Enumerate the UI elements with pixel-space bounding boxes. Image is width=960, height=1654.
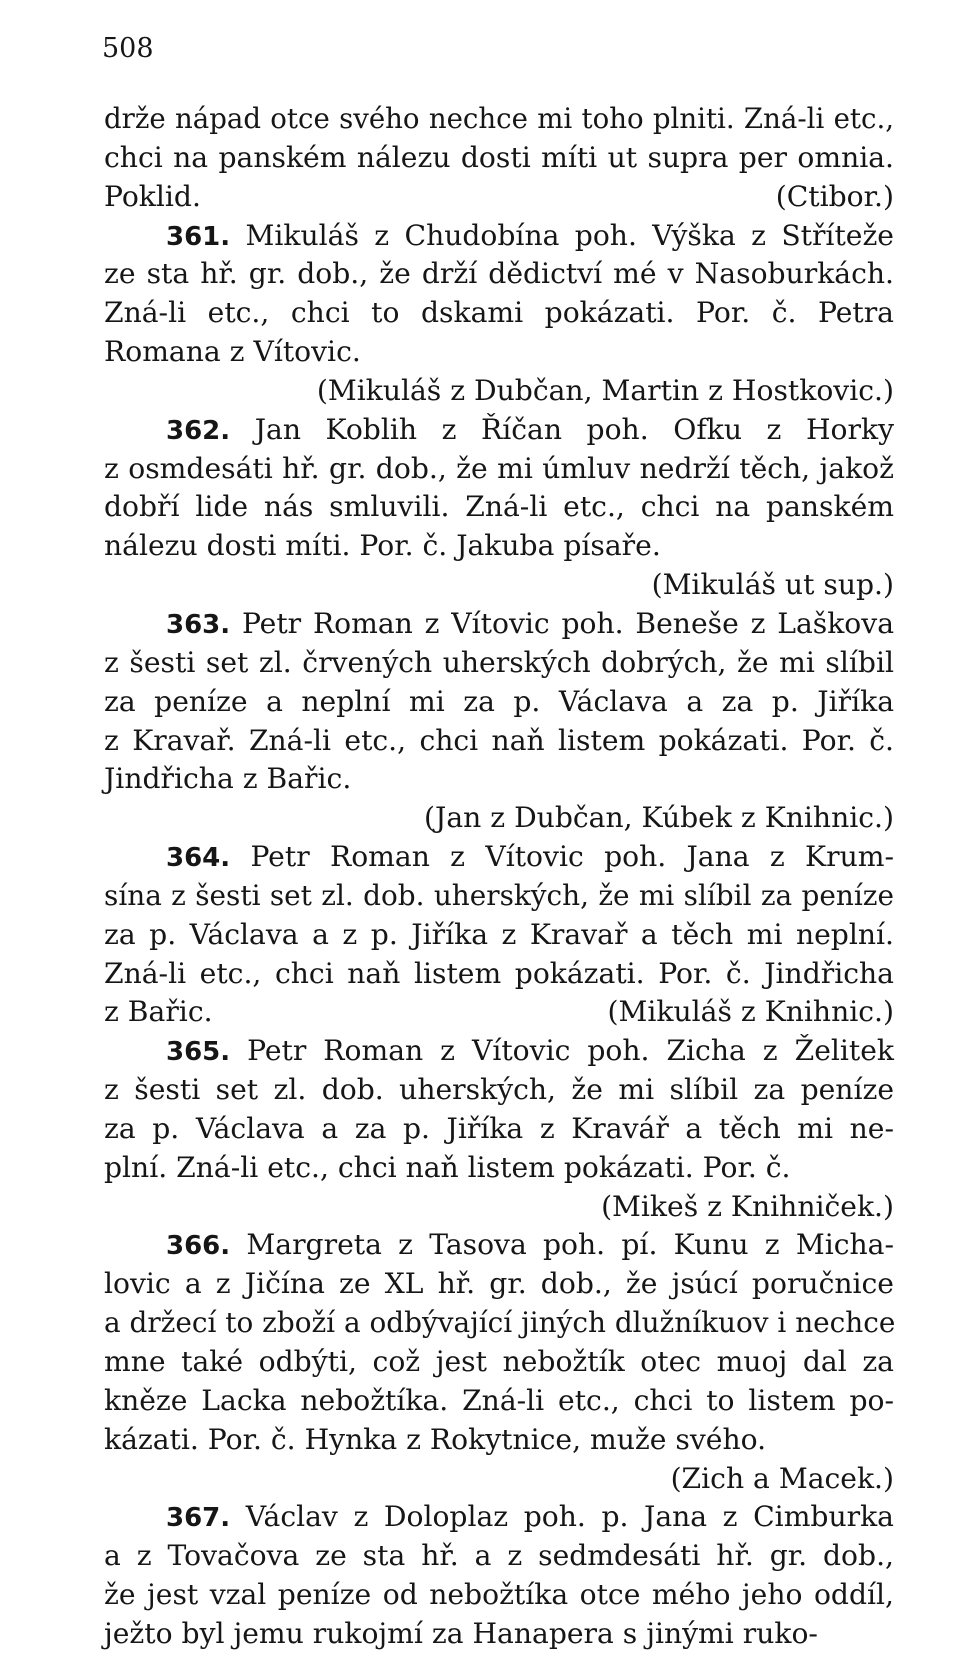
witnesses: (Mikuláš ut sup.) [651, 568, 894, 602]
line-text: za p. Václava a z p. Jiříka z Kravař a těch mi neplní. [104, 917, 894, 951]
line-text: lovic a z Jičína ze XL hř. gr. dob., že jsúcí poručnice [104, 1267, 894, 1301]
text-line [104, 139, 894, 178]
witnesses: (Mikeš z Knihniček.) [601, 1189, 894, 1223]
text-line [104, 1071, 894, 1110]
line-text: Jindřicha z Bařic. [104, 762, 352, 796]
line-text: Zná-li etc., chci naň listem pokázati. Por. č. Jindřicha [104, 956, 894, 990]
line-text: mne také odbýti, což jest nebožtík otec muoj dal za [104, 1345, 894, 1378]
entry-start-line [104, 411, 894, 450]
line-text: drže nápad otce svého nechce mi toho plniti. Zná-li etc., [104, 102, 894, 135]
line-text: a z Tovačova ze sta hř. a z sedmdesáti hř. gr. dob., [104, 1539, 894, 1573]
text-line [104, 1304, 894, 1343]
entry-start-line [104, 838, 894, 877]
line-text: dobří lide nás smluvili. Zná-li etc., chci na panském [104, 490, 894, 524]
entry-number: 364. [166, 843, 231, 874]
witness-line [104, 1460, 894, 1499]
line-text: z Bařic. [104, 995, 213, 1029]
text-line [104, 294, 894, 333]
line-text: Romana z Vítovic. [104, 335, 361, 369]
text-line [104, 1382, 894, 1421]
entry-number: 363. [166, 609, 231, 640]
line-text: chci na panském nálezu dosti míti ut supra per omnia. [104, 140, 894, 174]
line-text: a držecí to zboží a odbývající jiných dlužníkuov i nechce [104, 1306, 896, 1340]
entry-start-line [104, 1226, 894, 1265]
line-text: z osmdesáti hř. gr. dob., že mi úmluv nedrží těch, jakož [104, 451, 894, 485]
text-line [104, 993, 894, 1032]
text-line [104, 722, 894, 761]
line-text: Václav z Doloplaz poh. p. Jana z Cimburka [245, 1500, 894, 1534]
line-text: Petr Roman z Vítovic poh. Beneše z Laškova [241, 606, 895, 640]
text-line [104, 1110, 894, 1149]
entry-number: 367. [166, 1503, 231, 1534]
text-line [104, 1343, 894, 1382]
witnesses: (Ctibor.) [775, 179, 894, 213]
line-text: z šesti set zl. črvených uherských dobrých, že mi slíbil [104, 645, 894, 679]
line-text: Mikuláš z Chudobína poh. Výška z Stříteže [245, 218, 894, 252]
entry-number: 366. [166, 1231, 231, 1262]
text-body [104, 100, 894, 1654]
text-line [104, 1576, 894, 1615]
text-line [104, 955, 894, 994]
entry-start-line [104, 1498, 894, 1537]
witnesses: (Jan z Dubčan, Kúbek z Knihnic.) [424, 801, 894, 835]
witnesses: (Mikuláš z Dubčan, Martin z Hostkovic.) [316, 373, 894, 407]
line-text: že jest vzal peníze od nebožtíka otce mého jeho oddíl, [104, 1578, 894, 1612]
text-line [104, 527, 894, 566]
page-number: 508 [102, 33, 154, 64]
line-text: Poklid. [104, 179, 201, 213]
line-text: sína z šesti set zl. dob. uherských, že mi slíbil za peníze [104, 878, 894, 912]
line-text: nálezu dosti míti. Por. č. Jakuba písaře. [104, 529, 661, 563]
text-line [104, 450, 894, 489]
text-line [104, 644, 894, 683]
text-line [104, 100, 894, 139]
text-line [104, 1149, 894, 1188]
line-text: Jan Koblih z Říčan poh. Ofku z Horky [254, 412, 894, 446]
text-line [104, 333, 894, 372]
line-text: z šesti set zl. dob. uherských, že mi slíbil za peníze [104, 1073, 894, 1107]
witnesses: (Zich a Macek.) [670, 1461, 894, 1495]
text-line [104, 683, 894, 722]
text-line [104, 760, 894, 799]
line-text: Margreta z Tasova poh. pí. Kunu z Micha- [246, 1228, 895, 1262]
text-line [104, 1421, 894, 1460]
witness-line [104, 372, 894, 411]
text-line [104, 1265, 894, 1304]
text-line [104, 1615, 894, 1654]
line-text: Petr Roman z Vítovic poh. Zicha z Želitek [247, 1034, 894, 1068]
text-line [104, 488, 894, 527]
line-text: za peníze a neplní mi za p. Václava a za p. Jiříka [104, 684, 894, 718]
entry-start-line [104, 217, 894, 256]
text-line [104, 178, 894, 217]
text-line [104, 916, 894, 955]
line-text: za p. Václava a za p. Jiříka z Kravář a těch mi ne- [104, 1111, 894, 1145]
witness-line [104, 1188, 894, 1227]
line-text: kázati. Por. č. Hynka z Rokytnice, muže svého. [104, 1422, 767, 1456]
line-text: Petr Roman z Vítovic poh. Jana z Krum- [250, 840, 894, 874]
line-text: Zná-li etc., chci to dskami pokázati. Por. č. Petra [104, 296, 894, 330]
entry-number: 361. [166, 221, 231, 252]
text-line [104, 255, 894, 294]
text-line [104, 877, 894, 916]
line-text: plní. Zná-li etc., chci naň listem pokázati. Por. č. [104, 1150, 791, 1184]
entry-number: 365. [166, 1037, 231, 1068]
entry-start-line [104, 605, 894, 644]
line-text: ze sta hř. gr. dob., že drží dědictví mé v Nasoburkách. [104, 257, 894, 291]
entry-start-line [104, 1032, 894, 1071]
line-text: ježto byl jemu rukojmí za Hanapera s jinými ruko- [104, 1616, 818, 1650]
witness-line [104, 566, 894, 605]
text-line [104, 1537, 894, 1576]
entry-number: 362. [166, 415, 231, 446]
line-text: z Kravař. Zná-li etc., chci naň listem pokázati. Por. č. [104, 723, 894, 757]
witnesses: (Mikuláš z Knihnic.) [607, 995, 894, 1029]
line-text: kněze Lacka nebožtíka. Zná-li etc., chci to listem po- [104, 1383, 894, 1417]
witness-line [104, 799, 894, 838]
